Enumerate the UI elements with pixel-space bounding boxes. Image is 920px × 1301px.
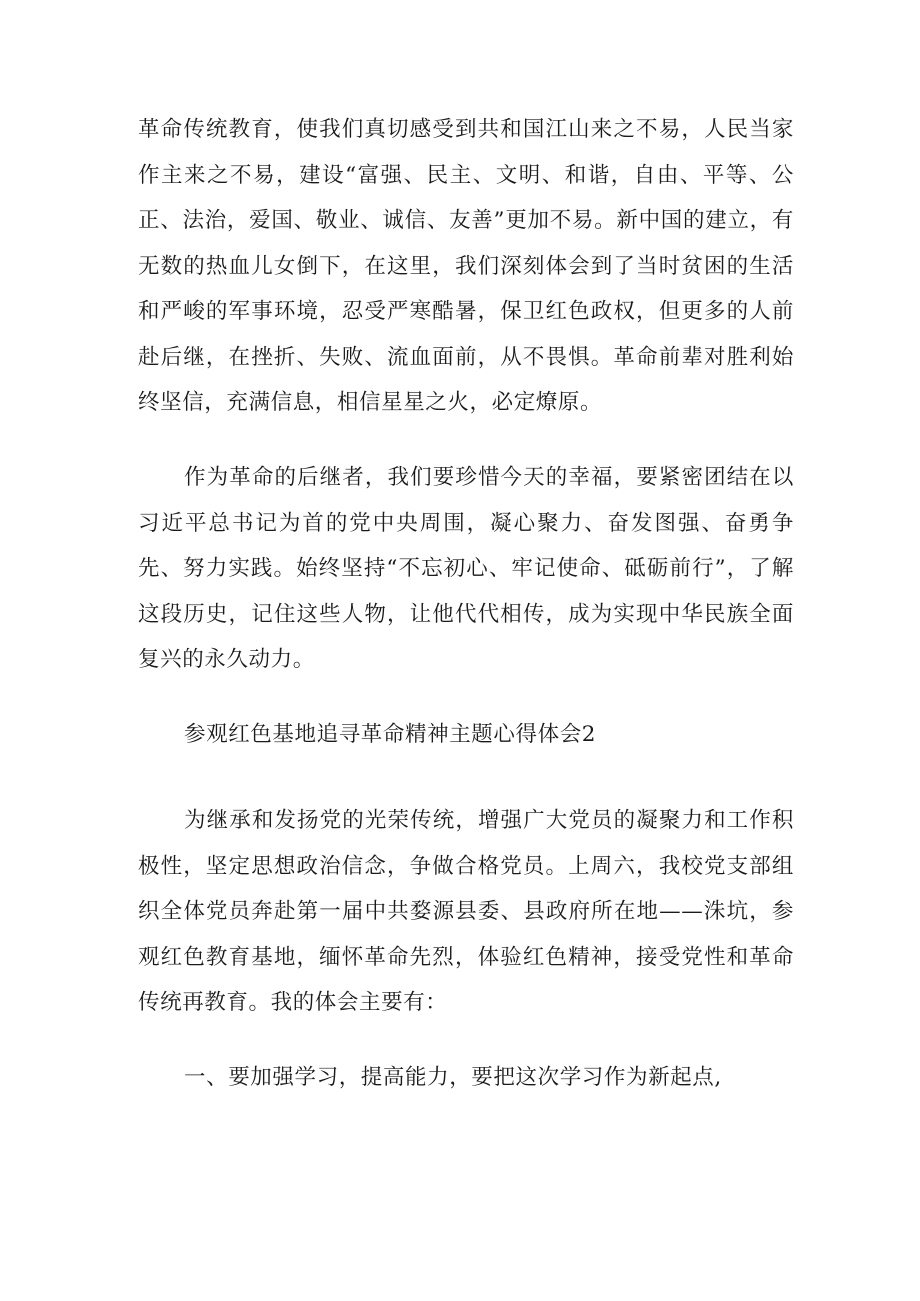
body-paragraph-2: 作为革命的后继者，我们要珍惜今天的幸福，要紧密团结在以习近平总书记为首的党中央周围，凝心聚力、奋发图强、奋勇争先、努力实践。始终坚持“不忘初心、牢记使命、砥砺前行”，了解这段历史，记住这些人物，让他代代相传，成为实现中华民族全面复兴的永久动力。 [138,465,794,672]
section-heading: 参观红色基地追寻革命精神主题心得体会2 [184,722,597,747]
body-paragraph-4: 一、要加强学习，提高能力，要把这次学习作为新起点, [184,1065,722,1090]
body-paragraph-3: 为继承和发扬党的光荣传统，增强广大党员的凝聚力和工作积极性，坚定思想政治信念，争做合格党员。上周六，我校党支部组织全体党员奔赴第一届中共婺源县委、县政府所在地——洙坑，参观红色教育基地，缅怀革命先烈，体验红色精神，接受党性和革命传统再教育。我的体会主要有： [138,808,794,1015]
body-paragraph-1: 革命传统教育，使我们真切感受到共和国江山来之不易，人民当家作主来之不易，建设“富强、民主、文明、和谐，自由、平等、公正、法治，爱国、敬业、诚信、友善”更加不易。新中国的建立，有无数的热血儿女倒下，在这里，我们深刻体会到了当时贫困的生活和严峻的军事环境，忍受严寒酷暑，保卫红色政权，但更多的人前赴后继，在挫折、失败、流血面前，从不畏惧。革命前辈对胜利始终坚信，充满信息，相信星星之火，必定燎原。 [138,117,794,415]
